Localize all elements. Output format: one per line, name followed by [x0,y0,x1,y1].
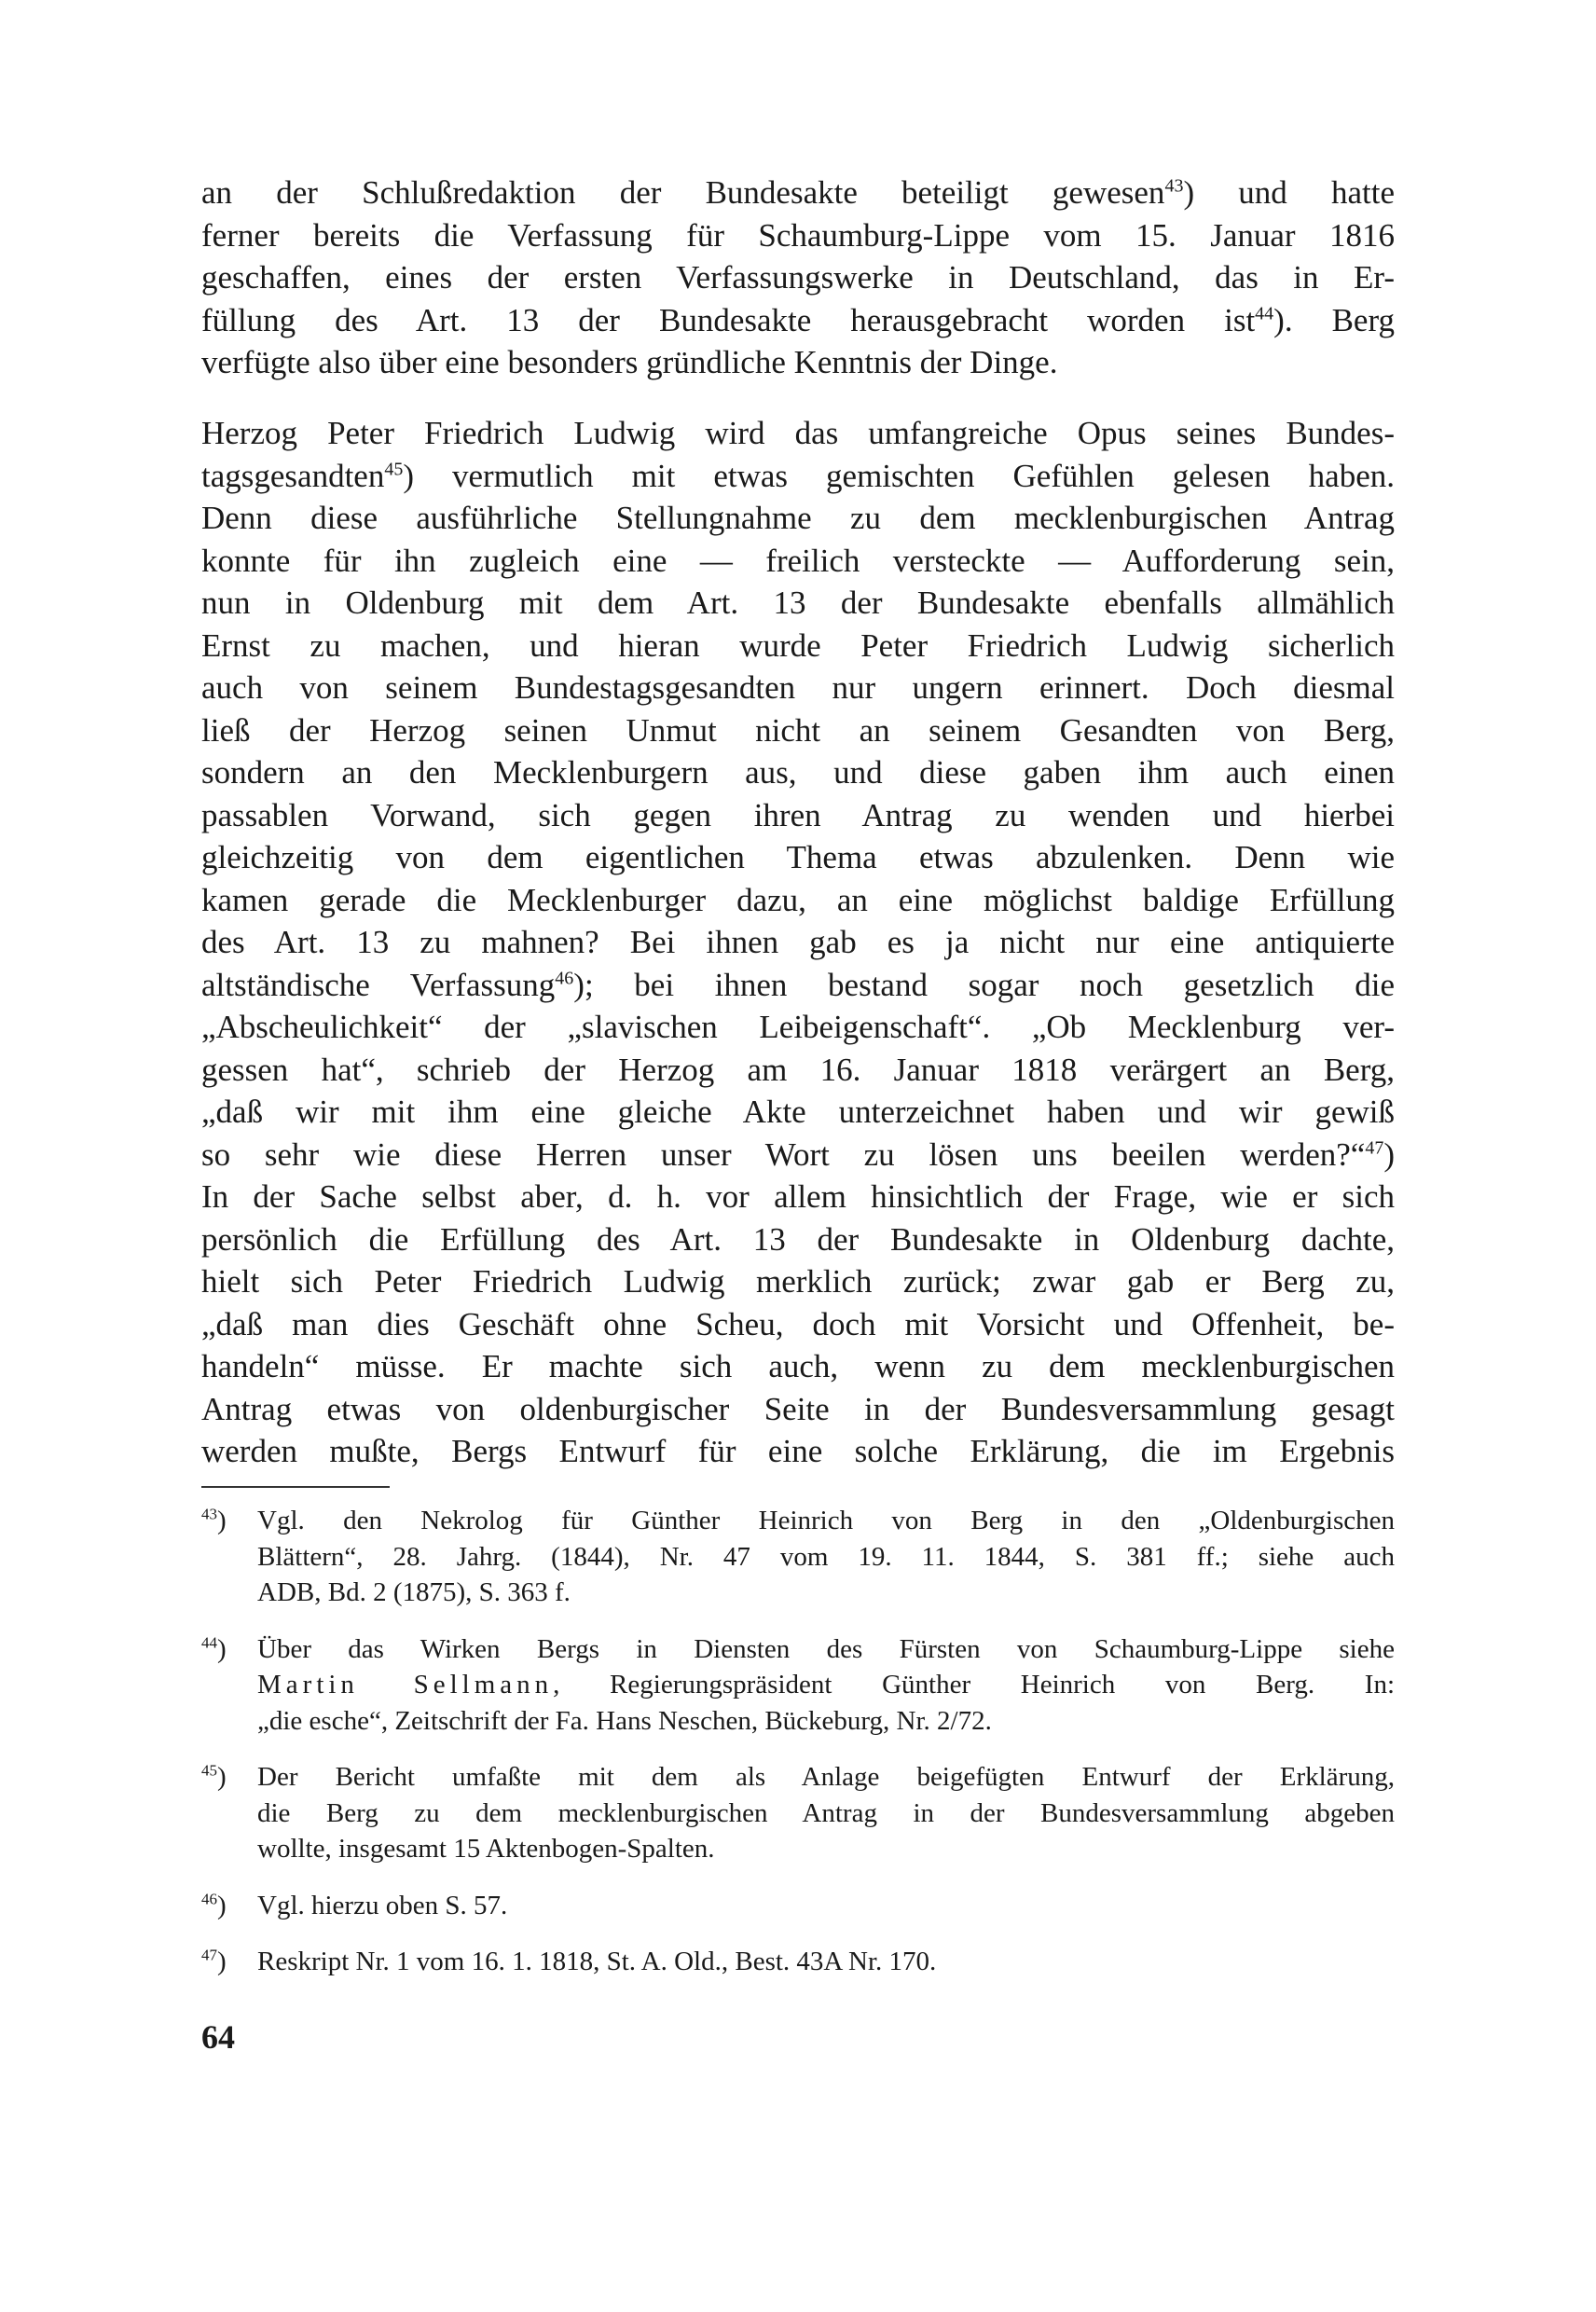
text-line: ließ der Herzog seinen Unmut nicht an seinem Gesandten von Berg, [201,711,1395,749]
footnote-line: Vgl. hierzu oben S. 57. [257,1890,508,1920]
text-line: Ernst zu machen, und hieran wurde Peter Friedrich Ludwig sicherlich [201,626,1395,664]
text-line: werden mußte, Bergs Entwurf für eine solche Erklärung, die im Ergebnis [201,1433,1395,1469]
footnote-line: Vgl. den Nekrolog für Günther Heinrich von Berg in den „Oldenburgischen [257,1506,1395,1535]
text-line: konnte für ihn zugleich eine — freilich versteckte — Aufforderung sein, [201,542,1395,579]
footnote-ref-45[interactable]: 45 [384,458,404,479]
footnote-line: Reskript Nr. 1 vom 16. 1. 1818, St. A. Old., Best. 43A Nr. 170. [257,1947,937,1976]
footnote-ref-46[interactable]: 46 [555,967,574,988]
footnote-43 [201,1503,1395,1611]
footnote-line: Über das Wirken Bergs in Diensten des Fürsten von Schaumburg-Lippe siehe [257,1633,1395,1664]
page-number: 64 [201,2018,235,2056]
text-line: persönlich die Erfüllung des Art. 13 der Bundesakte in Oldenburg dachte, [201,1220,1395,1258]
text-line: gleichzeitig von dem eigentlichen Thema etwas abzulenken. Denn wie [201,839,1395,875]
text-line: auch von seinem Bundestagsgesandten nur ungern erinnert. Doch diesmal [201,669,1395,706]
footnote-46 [201,1888,1395,1924]
footnote-marker: $^{43}$) [201,1505,227,1535]
text-line: handeln“ müsse. Er machte sich auch, wenn zu dem mecklenburgischen [201,1348,1395,1384]
text-line: „Abscheulichkeit“ der „slavischen Leibeigenschaft“. „Ob Mecklenburg ver- [201,1009,1395,1045]
text-line: „daß man dies Geschäft ohne Scheu, doch mit Vorsicht und Offenheit, be- [201,1305,1395,1342]
text-line: sondern an den Mecklenburgern aus, und diese gaben ihm auch einen [201,754,1395,791]
text-line: des Art. 13 zu mahnen? Bei ihnen gab es ja nicht nur eine antiquierte [201,924,1395,960]
footnote-line: wollte, insgesamt 15 Aktenbogen-Spalten. [257,1834,715,1864]
footnote-marker: $^{44}$) [201,1632,227,1664]
footnotes [201,1503,1395,2001]
footnote-44 [201,1631,1395,1740]
text-line: Herzog Peter Friedrich Ludwig wird das umfangreiche Opus seines Bundes- [201,415,1395,451]
footnote-line: Martin Sellmann, Regierungspräsident Günther Heinrich von Berg. In: [257,1670,1395,1700]
text-line: kamen gerade die Mecklenburger dazu, an eine möglichst baldige Erfüllung [201,881,1395,918]
text-line: tagsgesandten$^{45}$) vermutlich mit etwas gemischten Gefühlen gelesen haben. [201,457,1395,494]
footnote-line: die Berg zu dem mecklenburgischen Antrag in der Bundesversammlung abgeben [257,1797,1395,1828]
footnote-marker: $^{47}$) [201,1946,227,1976]
footnote-45 [201,1759,1395,1867]
author-name: Martin Sellmann [257,1670,554,1700]
paragraph-1 [201,172,1395,384]
footnote-line: „die esche“, Zeitschrift der Fa. Hans Neschen, Bückeburg, Nr. 2/72. [257,1705,992,1736]
text-line: In der Sache selbst aber, d. h. vor allem hinsichtlich der Frage, wie er sich [201,1178,1395,1215]
text-line: gessen hat“, schrieb der Herzog am 16. Januar 1818 verärgert an Berg, [201,1051,1395,1088]
text-line: Denn diese ausführliche Stellungnahme zu dem mecklenburgischen Antrag [201,500,1395,536]
paragraph-2 [201,412,1395,1473]
footnote-47 [201,1944,1395,1980]
text-line: geschaffen, eines der ersten Verfassungswerke in Deutschland, das in Er- [201,259,1395,296]
footnote-line: Der Bericht umfaßte mit dem als Anlage beigefügten Entwurf der Erklärung, [257,1762,1395,1792]
text-line: an der Schlußredaktion der Bundesakte beteiligt gewesen$^{43}$) und hatte [201,174,1395,211]
footnote-line: Blättern“, 28. Jahrg. (1844), Nr. 47 vom 19. 11. 1844, S. 381 ff.; siehe auch [257,1541,1395,1572]
text-line: ferner bereits die Verfassung für Schaumburg-Lippe vom 15. Januar 1816 [201,216,1395,254]
text-line: passablen Vorwand, sich gegen ihren Antrag zu wenden und hierbei [201,796,1395,833]
text-line: altständische Verfassung$^{46}$); bei ihnen bestand sogar noch gesetzlich die [201,966,1395,1003]
text-line: „daß wir mit ihm eine gleiche Akte unterzeichnet haben und wir gewiß [201,1094,1395,1130]
text-line: nun in Oldenburg mit dem Art. 13 der Bundesakte ebenfalls allmählich [201,585,1395,621]
footnote-ref-44[interactable]: 44 [1255,302,1274,323]
text-line: hielt sich Peter Friedrich Ludwig merklich zurück; zwar gab er Berg zu, [201,1263,1395,1300]
text-line: Antrag etwas von oldenburgischer Seite in der Bundesversammlung gesagt [201,1390,1395,1427]
footnote-ref-43[interactable]: 43 [1164,175,1184,197]
text-line: füllung des Art. 13 der Bundesakte herausgebracht worden ist$^{44}$). Berg [201,301,1395,338]
text-line: so sehr wie diese Herren unser Wort zu lösen uns beeilen werden?“$^{47}$) [201,1135,1395,1173]
footnote-ref-47[interactable]: 47 [1365,1136,1384,1158]
text-line: verfügte also über eine besonders gründliche Kenntnis der Dinge. [201,344,1058,380]
footnote-marker: $^{46}$) [201,1889,227,1920]
footnote-divider [201,1486,390,1488]
footnote-line: ADB, Bd. 2 (1875), S. 363 f. [257,1577,571,1607]
footnote-marker: $^{45}$) [201,1761,227,1792]
